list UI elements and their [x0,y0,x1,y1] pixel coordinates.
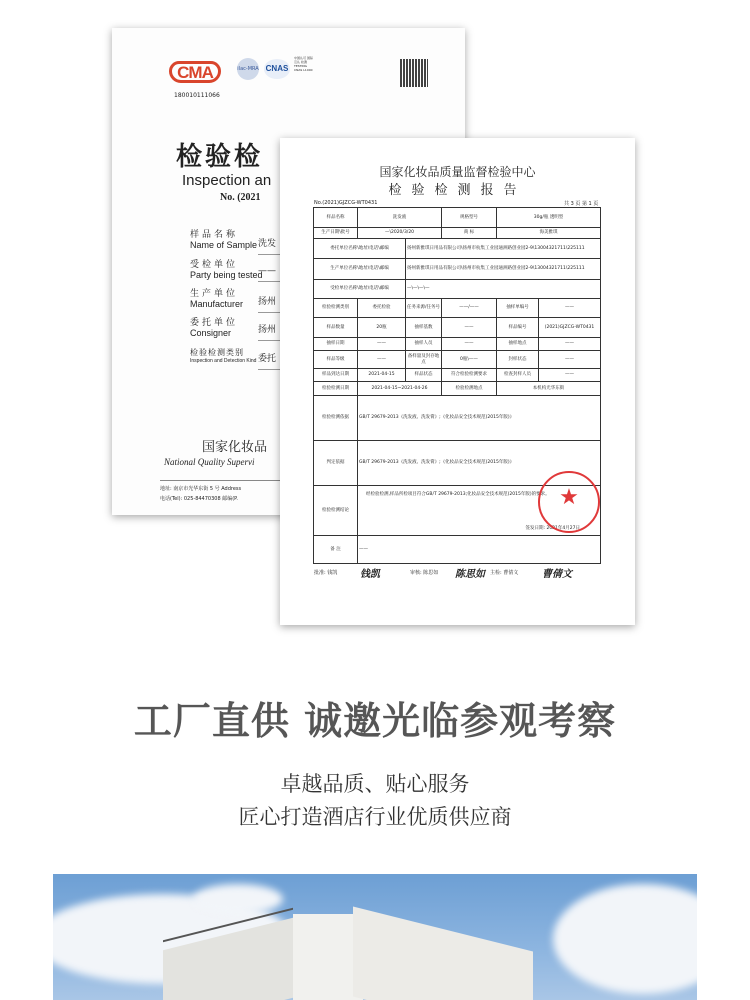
field-value: 扬州 [258,322,298,341]
cma-number: 180010111066 [174,92,220,99]
subline-2: 匠心打造酒店行业优质供应商 [238,805,512,829]
star-icon: ★ [559,485,579,510]
table-row: 样品等级 —— 备样量及封存地点 0瓶\—— 封样状态 —— [314,351,601,369]
address-block: 地址: 南京市光华东街 5 号 Address 电话(Tel): 025-84470308 邮编(P. [160,480,280,504]
factory-building-photo [53,874,697,1000]
cnas-text: 中国认可 国际互认 检测 TESTING CNAS L1000 [294,56,313,72]
table-row: 委托单位名称\地址\电话\邮编 扬州新雅琪日用品有限公司\扬州市杭集工业园通洲路创业园2-9\13004321711\225111 [314,239,601,259]
ilac-logo: ilac-MRA [237,58,259,80]
table-row: 受检单位名称\地址\电话\邮编 —\—\—\— [314,280,601,299]
inspection-report-page [280,138,635,625]
table-row: 生产单位名称\地址\电话\邮编 扬州新雅琪日用品有限公司\扬州市杭集工业园通洲路创业园2-9\13004321711\225111 [314,259,601,280]
table-row: 备 注 —— [314,536,601,564]
field-label: 检验检测类别 Inspection and Detection Kind [190,348,257,364]
table-row: 样品数量 20瓶 抽样基数 —— 样品编号 (2021)GJZCG-WT0431 [314,318,601,338]
report-number: No.(2021)GJZCG-WT0431 [314,200,378,206]
report-page: 共 3 页 第 1 页 [564,201,599,207]
org-name-en: National Quality Supervi [164,457,255,467]
subline-1: 卓越品质、贴心服务 [280,772,470,796]
table-row: 检验检测依据 GB/T 29679-2013《洗发液、洗发膏》;《化妆品安全技术规范(2015年版)》 [314,396,601,441]
table-row: 判定依据 GB/T 29679-2013《洗发液、洗发膏》;《化妆品安全技术规范(2015年版)》 [314,441,601,486]
report-org: 国家化妆品质量监督检验中心 [379,165,536,179]
table-row: 检验检测类别 委托检验 任务来源/任务号 ——/—— 抽样单编号 —— [314,299,601,318]
field-label: 委托单位 Consigner [190,318,239,338]
headline: 工厂直供 诚邀光临参观考察 [133,699,617,743]
table-row: 样品名称 洗发液 规格型号 30g/瓶 透明型 [314,208,601,228]
cnas-logo: CNAS [264,59,290,79]
qr-code-icon [400,59,428,87]
certificate-number: No. (2021 [220,192,261,203]
approver-label: 批准: 钱凯 [314,570,338,576]
red-stamp [538,471,600,533]
table-row: 抽样日期 —— 抽样人员 —— 抽样地点 —— [314,338,601,351]
field-value: 委托 [258,351,298,370]
field-label: 样品名称 Name of Sample [190,230,258,250]
certificate-title: 检验检 [176,142,264,172]
table-row: 样品到达日期 2021-04-15 样品状态 符合检验检测要求 检查封样人员 —— [314,369,601,382]
field-label: 生产单位 Manufacturer [190,289,244,309]
report-title: 检验检测报告 [388,183,527,198]
field-value: —— [258,266,298,282]
cma-logo: CMA [169,61,221,83]
field-value: 洗发 [258,236,298,255]
field-value: 扬州 [258,294,298,313]
table-row: 生产日期\批号 —\2020/3/20 商 标 海美雅琪 [314,228,601,239]
table-row: 检验检测日期 2021-04-15~2021-04-26 检验检测地点 本机构光华东街 [314,382,601,396]
certificate-title-en: Inspection an [182,172,272,189]
table-row: 检验检测结论 经检验检测,样品所检项目符合GB/T 29679-2013;化妆品安全技术规范(2015年版)的要求。 签发日期: 2021年4月27日 [314,486,601,536]
org-name: 国家化妆品 [202,440,268,455]
signature: 钱凯 [360,569,380,580]
signature: 陈思如 [455,569,485,580]
field-label: 受检单位 Party being tested [190,260,263,280]
reviewer-label: 审核: 陈思如 [410,570,439,576]
signature: 曹倩文 [542,569,572,580]
inspector-label: 主检: 曹倩文 [490,570,519,576]
